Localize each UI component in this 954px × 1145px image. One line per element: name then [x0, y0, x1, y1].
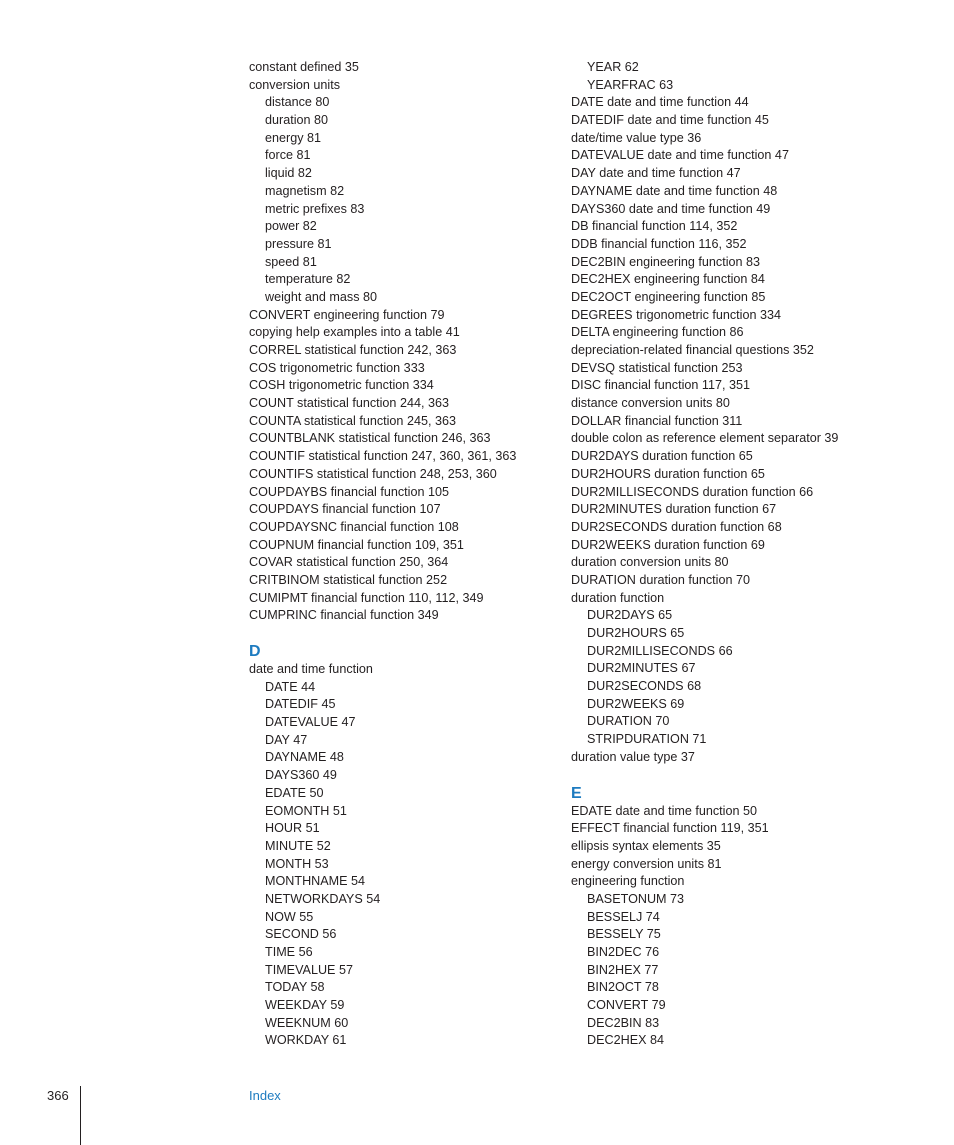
index-subentry: pressure 81 [265, 236, 332, 251]
index-entry: CONVERT engineering function 79 [249, 307, 445, 322]
index-entry: CORREL statistical function 242, 363 [249, 343, 457, 357]
index-entry: DAYNAME date and time function 48 [571, 183, 778, 198]
index-entry: DDB financial function 116, 352 [571, 236, 747, 251]
index-subentry: TIME 56 [265, 945, 313, 959]
index-entry: CUMPRINC financial function 349 [249, 608, 439, 623]
index-subentry: DATEVALUE 47 [265, 715, 356, 730]
index-entry: constant defined 35 [249, 60, 359, 74]
index-entry: DELTA engineering function 86 [571, 325, 744, 340]
index-entry: COUNTA statistical function 245, 363 [249, 413, 456, 428]
index-subentry: BESSELJ 74 [587, 909, 660, 924]
index-subentry: DAY 47 [265, 732, 308, 747]
index-entry: DEGREES trigonometric function 334 [571, 307, 781, 322]
index-subentry: DEC2HEX 84 [587, 1033, 664, 1048]
index-subentry: TIMEVALUE 57 [265, 962, 353, 977]
index-subentry: BIN2HEX 77 [587, 962, 659, 977]
index-entry: DUR2MILLISECONDS duration function 66 [571, 484, 814, 499]
index-entry: COUPDAYSNC financial function 108 [249, 519, 459, 534]
index-subentry: DUR2MILLISECONDS 66 [587, 643, 733, 658]
index-entry: DATEDIF date and time function 45 [571, 113, 769, 128]
index-subentry: DUR2HOURS 65 [587, 626, 685, 640]
footer-divider [80, 1086, 81, 1145]
index-entry: COUPNUM financial function 109, 351 [249, 537, 464, 552]
index-entry: depreciation-related financial questions 352 [571, 343, 814, 357]
index-entry: energy conversion units 81 [571, 856, 722, 871]
index-subentry: DAYNAME 48 [265, 750, 344, 765]
index-entry: duration function [571, 590, 665, 605]
index-entry: DB financial function 114, 352 [571, 219, 738, 234]
index-subentry: DUR2SECONDS 68 [587, 679, 702, 694]
index-column-left [249, 59, 549, 1050]
index-subentry: YEAR 62 [587, 60, 639, 74]
index-column-right [571, 59, 941, 1050]
index-entry: DEC2BIN engineering function 83 [571, 254, 761, 269]
index-entry: COSH trigonometric function 334 [249, 378, 434, 393]
index-entry: DEC2OCT engineering function 85 [571, 289, 766, 304]
index-subentry: temperature 82 [265, 272, 351, 287]
index-subentry: BASETONUM 73 [587, 891, 685, 906]
index-subentry: BIN2OCT 78 [587, 980, 659, 995]
index-entry: DUR2HOURS duration function 65 [571, 466, 765, 481]
index-subentry: metric prefixes 83 [265, 201, 365, 216]
index-entry: distance conversion units 80 [571, 396, 730, 411]
index-entry: DUR2MINUTES duration function 67 [571, 502, 777, 517]
index-entry: ellipsis syntax elements 35 [571, 838, 721, 853]
index-subentry: energy 81 [265, 130, 322, 145]
index-subentry: WEEKDAY 59 [265, 998, 345, 1013]
index-subentry: liquid 82 [265, 166, 312, 181]
index-subentry: weight and mass 80 [265, 289, 378, 304]
index-entry: COUNTBLANK statistical function 246, 363 [249, 431, 491, 446]
index-subentry: MONTH 53 [265, 856, 329, 871]
index-entry: engineering function [571, 874, 685, 889]
index-subentry: HOUR 51 [265, 821, 320, 836]
index-subentry: DAYS360 49 [265, 768, 337, 783]
index-subentry: SECOND 56 [265, 927, 337, 942]
index-subentry: power 82 [265, 219, 317, 234]
index-entry: DUR2SECONDS duration function 68 [571, 519, 782, 534]
index-entry: conversion units [249, 77, 341, 92]
index-entry: EDATE date and time function 50 [571, 803, 757, 818]
index-subentry: speed 81 [265, 254, 317, 269]
index-entry: date and time function [249, 662, 373, 676]
index-subentry: force 81 [265, 148, 311, 163]
index-entry: DOLLAR financial function 311 [571, 413, 743, 428]
index-entry: DUR2DAYS duration function 65 [571, 449, 753, 464]
index-entry: duration conversion units 80 [571, 555, 729, 570]
index-entry: COUNT statistical function 244, 363 [249, 396, 449, 411]
index-subentry: DATE 44 [265, 679, 316, 694]
index-entry: CRITBINOM statistical function 252 [249, 572, 448, 587]
index-entry: COS trigonometric function 333 [249, 360, 425, 375]
index-subentry: WEEKNUM 60 [265, 1015, 349, 1030]
index-subentry: NOW 55 [265, 909, 314, 924]
index-subentry: STRIPDURATION 71 [587, 732, 707, 747]
page-number: 366 [47, 1088, 69, 1103]
index-entry: DATEVALUE date and time function 47 [571, 148, 789, 163]
section-name: Index [249, 1088, 281, 1103]
index-entry: duration value type 37 [571, 749, 695, 764]
index-subentry: MINUTE 52 [265, 838, 331, 853]
index-entry: DISC financial function 117, 351 [571, 378, 750, 393]
index-entry: COUPDAYBS financial function 105 [249, 484, 449, 499]
index-subentry: WORKDAY 61 [265, 1033, 347, 1048]
index-subentry: DUR2DAYS 65 [587, 608, 673, 623]
index-subentry: DUR2WEEKS 69 [587, 696, 685, 711]
index-entry: EFFECT financial function 119, 351 [571, 821, 769, 836]
index-entry: date/time value type 36 [571, 130, 702, 145]
index-entry: DEVSQ statistical function 253 [571, 360, 743, 375]
index-subentry: NETWORKDAYS 54 [265, 891, 381, 906]
index-entry: DURATION duration function 70 [571, 572, 750, 587]
index-entry: copying help examples into a table 41 [249, 325, 460, 340]
section-letter: E [571, 784, 582, 802]
index-subentry: CONVERT 79 [587, 998, 666, 1013]
index-entry: CUMIPMT financial function 110, 112, 349 [249, 590, 484, 605]
index-subentry: DUR2MINUTES 67 [587, 661, 696, 676]
index-subentry: TODAY 58 [265, 980, 325, 995]
index-subentry: EDATE 50 [265, 785, 324, 800]
index-entry: COUPDAYS financial function 107 [249, 502, 441, 517]
index-subentry: DATEDIF 45 [265, 697, 336, 712]
index-subentry: DEC2BIN 83 [587, 1015, 660, 1030]
index-entry: DATE date and time function 44 [571, 95, 749, 110]
index-entry: double colon as reference element separator 39 [571, 431, 839, 446]
index-entry: DAY date and time function 47 [571, 166, 741, 181]
index-entry: COUNTIFS statistical function 248, 253, 360 [249, 466, 497, 481]
index-subentry: magnetism 82 [265, 183, 345, 198]
index-entry: DAYS360 date and time function 49 [571, 201, 771, 216]
section-letter: D [249, 643, 261, 660]
index-subentry: DURATION 70 [587, 714, 670, 729]
index-subentry: YEARFRAC 63 [587, 77, 674, 92]
index-subentry: BESSELY 75 [587, 927, 661, 942]
index-entry: DEC2HEX engineering function 84 [571, 272, 765, 287]
index-entry: COUNTIF statistical function 247, 360, 361, 363 [249, 449, 517, 464]
index-subentry: BIN2DEC 76 [587, 945, 660, 959]
index-subentry: MONTHNAME 54 [265, 874, 366, 889]
index-entry: COVAR statistical function 250, 364 [249, 555, 449, 570]
index-subentry: distance 80 [265, 95, 330, 110]
index-subentry: EOMONTH 51 [265, 803, 347, 818]
index-entry: DUR2WEEKS duration function 69 [571, 537, 765, 552]
index-subentry: duration 80 [265, 113, 329, 128]
